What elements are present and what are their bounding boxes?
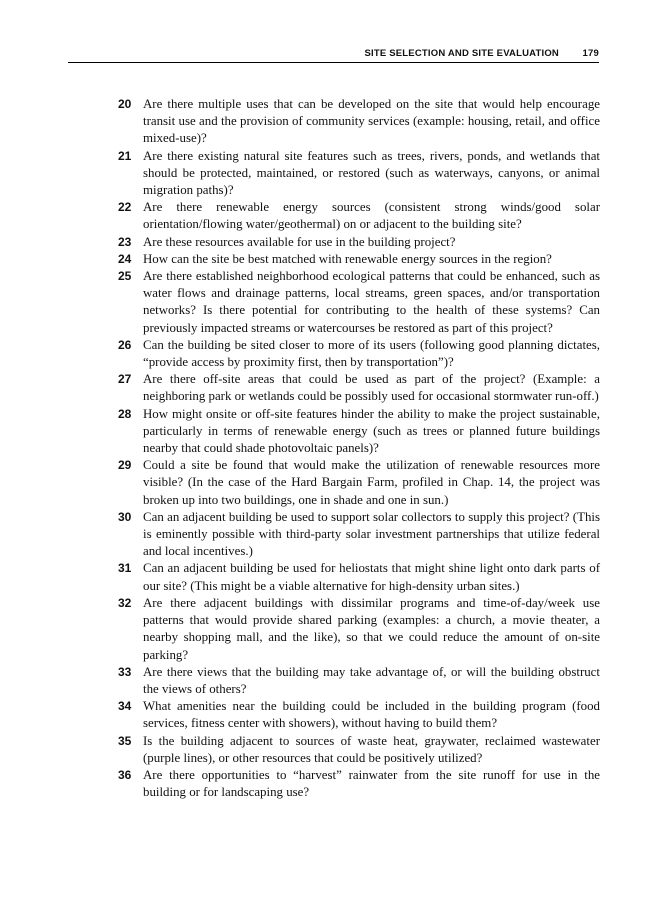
question-item <box>118 509 600 561</box>
page-number: 179 <box>582 48 599 59</box>
question-number: 28 <box>118 406 132 421</box>
question-text: Are there established neighborhood ecological patterns that could be enhanced, such as water flows and drainage patterns, local streams, green spaces, and/or transportation networks? Is there potential for contributing to the health of these systems? Can previously impacted streams or watercourses be restored as part of this project? <box>143 269 600 335</box>
question-number: 33 <box>118 664 132 679</box>
question-item <box>118 268 600 337</box>
question-text: Can the building be sited closer to more of its users (following good planning dictates, “provide access by proximity first, then by transportation”)? <box>143 337 600 370</box>
question-item <box>118 337 600 371</box>
question-number: 20 <box>118 97 132 111</box>
question-text: Are there adjacent buildings with dissimilar programs and time-of-day/week use patterns that would provide shared parking (examples: a church, a movie theater, a nearby shopping mall, and the like), so that we could reduce the amount of on-site parking? <box>143 595 600 662</box>
question-text: How might onsite or off-site features hinder the ability to make the project sustainable, particularly in terms of renewable energy (such as trees or planned future buildings nearby that could shade photovoltaic panels)? <box>143 406 600 456</box>
question-number: 35 <box>118 733 132 748</box>
question-number: 24 <box>118 251 132 266</box>
question-item <box>118 148 600 200</box>
question-text: How can the site be best matched with renewable energy sources in the region? <box>143 251 552 266</box>
question-text: Are these resources available for use in the building project? <box>143 234 456 249</box>
running-head <box>68 46 599 63</box>
question-text: What amenities near the building could be included in the building program (food services, fitness center with showers), without having to build them? <box>143 699 600 731</box>
question-text: Can an adjacent building be used for heliostats that might shine light onto dark parts of our site? (This might be a viable alternative for high-density urban sites.) <box>143 561 600 593</box>
question-item <box>118 457 600 509</box>
question-text: Are there multiple uses that can be developed on the site that would help encourage transit use and the provision of community services (example: housing, retail, and office mixed-use)? <box>143 97 600 146</box>
question-number: 22 <box>118 200 132 215</box>
question-item <box>118 406 600 458</box>
question-number: 21 <box>118 148 132 163</box>
question-item <box>118 595 600 664</box>
question-number: 32 <box>118 595 132 610</box>
question-item <box>118 234 600 251</box>
question-number: 23 <box>118 234 132 249</box>
question-list <box>118 96 600 801</box>
question-item <box>118 733 600 767</box>
question-text: Are there off-site areas that could be used as part of the project? (Example: a neighboring park or wetlands could be possibly used for occasional stormwater run-off.) <box>143 372 600 404</box>
question-item <box>118 199 600 233</box>
question-item <box>118 371 600 405</box>
question-item <box>118 767 600 801</box>
question-item <box>118 96 600 148</box>
question-item <box>118 698 600 732</box>
question-number: 25 <box>118 269 132 284</box>
question-number: 27 <box>118 372 132 387</box>
question-number: 36 <box>118 767 132 782</box>
question-number: 26 <box>118 337 132 352</box>
running-head-title: SITE SELECTION AND SITE EVALUATION <box>364 48 559 59</box>
question-item <box>118 664 600 698</box>
question-text: Could a site be found that would make the utilization of renewable resources more visible? (In the case of the Hard Bargain Farm, profiled in Chap. 14, the project was broken up into two buildings, one in shade and one in sun.) <box>143 458 600 507</box>
question-text: Are there existing natural site features such as trees, rivers, ponds, and wetlands that should be protected, maintained, or restored (such as waterways, canyons, or animal migration paths)? <box>143 148 600 198</box>
question-text: Are there views that the building may take advantage of, or will the building obstruct the views of others? <box>143 664 600 696</box>
question-text: Can an adjacent building be used to support solar collectors to supply this project? (This is eminently possible with third-party solar investment partnerships that utilize federal and local incentives.) <box>143 509 600 559</box>
question-number: 29 <box>118 458 132 473</box>
question-item <box>118 251 600 268</box>
question-number: 34 <box>118 699 132 714</box>
question-text: Is the building adjacent to sources of waste heat, graywater, reclaimed wastewater (purple lines), or other resources that could be positively utilized? <box>143 733 600 765</box>
question-text: Are there renewable energy sources (consistent strong winds/good solar orientation/flowing water/geothermal) on or adjacent to the building site? <box>143 200 600 232</box>
question-number: 30 <box>118 509 132 524</box>
question-number: 31 <box>118 561 132 576</box>
question-text: Are there opportunities to “harvest” rainwater from the site runoff for use in the building or for landscaping use? <box>143 767 600 800</box>
question-item <box>118 560 600 594</box>
